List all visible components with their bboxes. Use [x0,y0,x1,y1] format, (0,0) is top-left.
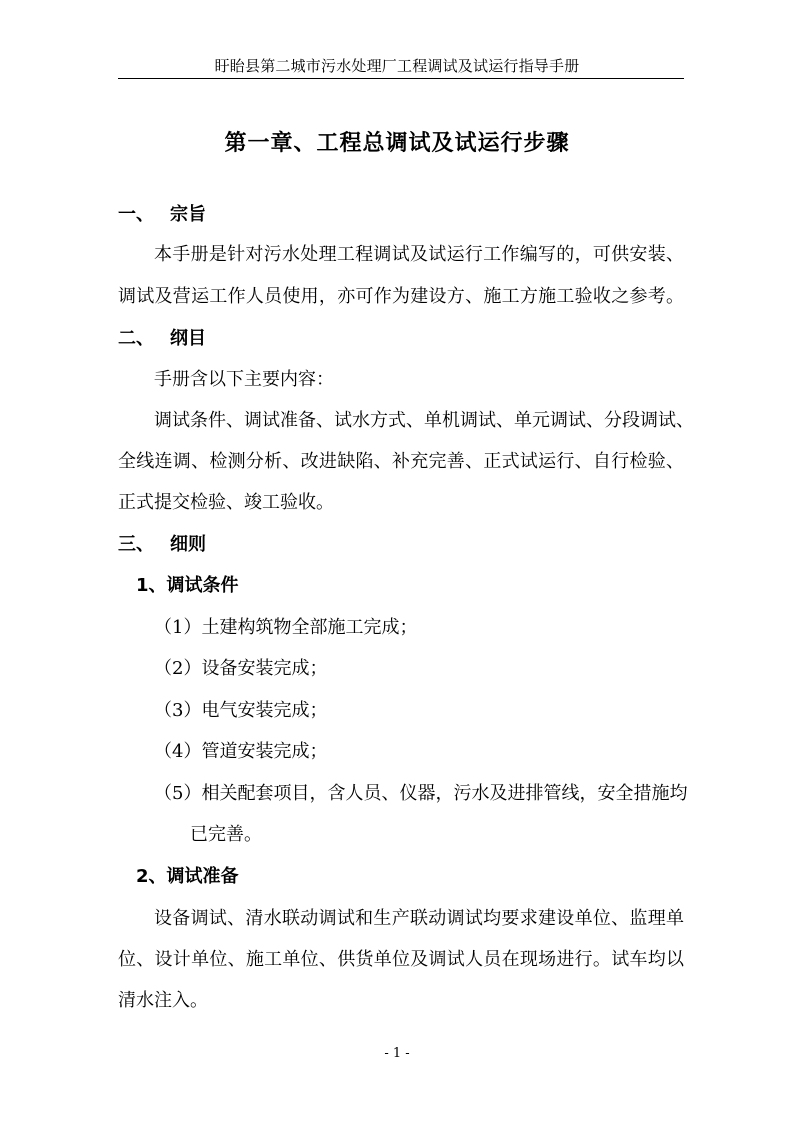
section-title: 细则 [170,534,206,555]
paragraph-line: 设备调试、清水联动调试和生产联动调试均要求建设单位、监理单 [154,908,684,929]
subsection-heading-preparation: 2、调试准备 [136,866,239,887]
paragraph-line: 手册含以下主要内容： [154,369,334,390]
chapter-title: 第一章、工程总调试及试运行步骤 [224,131,570,156]
paragraph-line: 调试及营运工作人员使用，亦可作为建设方、施工方施工验收之参考。 [118,286,684,307]
list-item: （1）土建构筑物全部施工完成； [154,617,418,638]
section-number: 一、 [118,204,154,225]
list-item: （3）电气安装完成； [154,700,328,721]
paragraph-line: 调试条件、调试准备、试水方式、单机调试、单元调试、分段调试、 [154,410,694,431]
section-number: 三、 [118,534,154,555]
paragraph-line: 全线连调、检测分析、改进缺陷、补充完善、正式试运行、自行检验、 [118,451,684,472]
list-item: （4）管道安装完成； [154,741,328,762]
section-title: 纲目 [170,328,206,349]
paragraph-line: 位、设计单位、施工单位、供货单位及调试人员在现场进行。试车均以 [118,949,684,970]
section-heading-details [118,532,206,558]
paragraph-line: 清水注入。 [118,990,208,1011]
section-title: 宗旨 [170,204,206,225]
page-number: - 1 - [384,1046,410,1061]
section-heading-outline [118,326,206,352]
section-number: 二、 [118,328,154,349]
list-item: （5）相关配套项目，含人员、仪器，污水及进排管线，安全措施均 [154,783,688,804]
section-heading-purpose [118,202,206,228]
list-item: （2）设备安装完成； [154,658,328,679]
paragraph-line: 本手册是针对污水处理工程调试及试运行工作编写的，可供安装、 [154,244,684,265]
paragraph-line: 正式提交检验、竣工验收。 [118,492,334,513]
header-divider [118,78,684,79]
list-item-continuation: 已完善。 [190,824,262,845]
header-title: 盱眙县第二城市污水处理厂工程调试及试运行指导手册 [214,57,580,75]
subsection-heading-conditions: 1、调试条件 [136,575,239,596]
